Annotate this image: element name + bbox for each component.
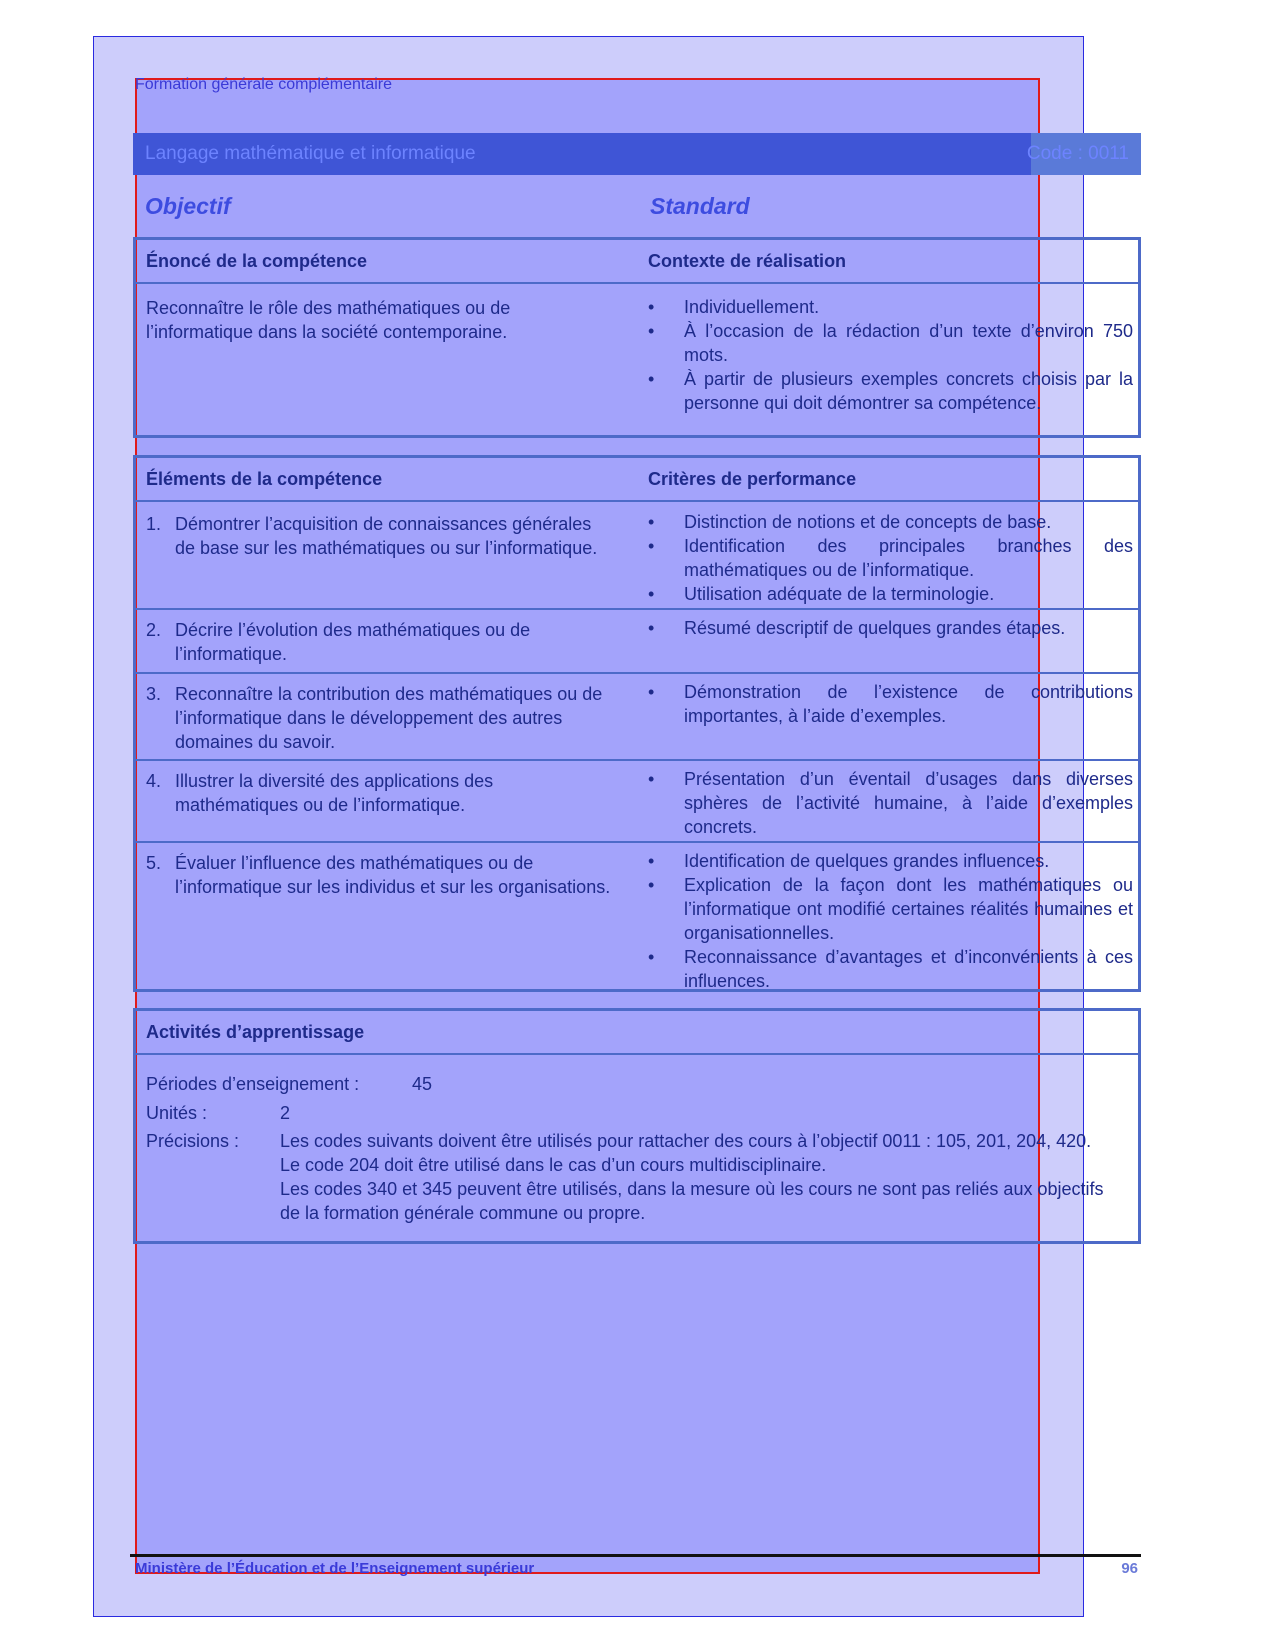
element-text xyxy=(146,682,616,754)
criteres-heading: Critères de performance xyxy=(648,469,857,489)
list-item xyxy=(648,767,1133,839)
criteria-item: Reconnaissance d’avantages et d’inconvénients à ces influences. xyxy=(684,947,1133,991)
standard-label: Standard xyxy=(650,193,750,219)
element-row-5 xyxy=(136,843,1138,995)
contexte-item: Individuellement. xyxy=(684,297,820,317)
competence-row xyxy=(136,284,1138,434)
bullet-icon: • xyxy=(648,618,655,638)
contexte-item: À partir de plusieurs exemples concrets choisis par la personne qui doit démontrer sa compétence. xyxy=(684,369,1133,413)
element-row-1 xyxy=(136,502,1138,610)
element-row-4 xyxy=(136,761,1138,843)
running-head: Formation générale complémentaire xyxy=(135,76,393,93)
bullet-icon: • xyxy=(648,851,655,871)
element-text xyxy=(146,769,616,817)
course-code: Code : 0011 xyxy=(1026,143,1129,164)
competence-header xyxy=(136,240,1138,284)
course-title: Langage mathématique et informatique xyxy=(145,143,476,164)
criteria-item: Résumé descriptif de quelques grandes étapes. xyxy=(684,618,1066,638)
precision-item: Les codes 340 et 345 peuvent être utilisés, dans la mesure où les cours ne sont pas reliés aux objectifs de la formation générale commune ou propre. xyxy=(280,1179,1104,1223)
criteria-item: Identification de quelques grandes influences. xyxy=(684,851,1050,871)
bullet-icon: • xyxy=(648,682,655,702)
criteria-list xyxy=(648,510,1133,606)
element-number: 5. xyxy=(146,853,162,873)
element-number: 1. xyxy=(146,514,162,534)
list-item xyxy=(648,295,1133,319)
contexte-heading: Contexte de réalisation xyxy=(648,251,847,271)
elements-box xyxy=(133,455,1141,992)
list-item xyxy=(648,849,1133,873)
list-item xyxy=(648,367,1133,415)
periodes-value: 45 xyxy=(412,1074,433,1094)
page-number: 96 xyxy=(1121,1560,1138,1577)
element-number: 4. xyxy=(146,771,162,791)
element-description: Illustrer la diversité des applications des mathématiques ou de l’informatique. xyxy=(175,771,494,815)
element-text xyxy=(146,851,616,899)
element-text xyxy=(146,512,616,560)
element-number: 2. xyxy=(146,620,162,640)
unites-label: Unités : xyxy=(146,1103,208,1123)
competence-box xyxy=(133,237,1141,438)
activites-header xyxy=(136,1011,1138,1055)
bullet-icon: • xyxy=(648,369,655,389)
list-item xyxy=(648,873,1133,945)
element-text xyxy=(146,618,616,666)
title-bar xyxy=(133,133,1141,175)
bullet-icon: • xyxy=(648,512,655,532)
list-item xyxy=(648,582,1133,606)
contexte-item: À l’occasion de la rédaction d’un texte d’environ 750 mots. xyxy=(684,321,1133,365)
criteria-list xyxy=(648,680,1133,728)
element-row-2 xyxy=(136,610,1138,674)
enonce-heading: Énoncé de la compétence xyxy=(146,251,368,271)
contexte-list xyxy=(648,295,1133,415)
bullet-icon: • xyxy=(648,769,655,789)
criteria-item: Explication de la façon dont les mathématiques ou l’informatique ont modifié certaines réalités humaines et organisationnelles. xyxy=(684,875,1133,943)
enonce-text xyxy=(146,296,616,344)
footer-ministry: Ministère de l’Éducation et de l’Enseignement supérieur xyxy=(135,1560,535,1577)
element-number: 3. xyxy=(146,684,162,704)
list-item xyxy=(648,616,1133,640)
objectif-label: Objectif xyxy=(145,193,231,219)
criteria-item: Présentation d’un éventail d’usages dans diverses sphères de l’activité humaine, à l’aide d’exemples concrets. xyxy=(684,769,1133,837)
activites-box xyxy=(133,1008,1141,1244)
elements-heading: Éléments de la compétence xyxy=(146,469,383,489)
criteria-item: Utilisation adéquate de la terminologie. xyxy=(684,584,995,604)
bullet-icon: • xyxy=(648,321,655,341)
element-row-3 xyxy=(136,674,1138,761)
list-item xyxy=(648,945,1133,993)
list-item xyxy=(648,510,1133,534)
criteria-item: Distinction de notions et de concepts de base. xyxy=(684,512,1052,532)
element-description: Évaluer l’influence des mathématiques ou de l’informatique sur les individus et sur les organisations. xyxy=(175,853,611,897)
element-description: Reconnaître la contribution des mathématiques ou de l’informatique dans le développement des autres domaines du savoir. xyxy=(175,684,603,752)
periodes-label: Périodes d’enseignement : xyxy=(146,1074,360,1094)
bullet-icon: • xyxy=(648,947,655,967)
bullet-icon: • xyxy=(648,536,655,556)
precision-item: Les codes suivants doivent être utilisés pour rattacher des cours à l’objectif 0011 : 105, 201, 204, 420. xyxy=(280,1131,1092,1151)
list-item xyxy=(648,534,1133,582)
criteria-list xyxy=(648,616,1133,640)
bullet-icon: • xyxy=(648,875,655,895)
criteria-list xyxy=(648,849,1133,993)
activites-heading: Activités d’apprentissage xyxy=(146,1022,365,1042)
element-description: Décrire l’évolution des mathématiques ou de l’informatique. xyxy=(175,620,531,664)
precisions-list xyxy=(280,1129,1125,1225)
footer-rule xyxy=(130,1554,1141,1557)
criteria-item: Démonstration de l’existence de contributions importantes, à l’aide d’exemples. xyxy=(684,682,1133,726)
list-item xyxy=(648,319,1133,367)
criteria-item: Identification des principales branches des mathématiques ou de l’informatique. xyxy=(684,536,1133,580)
bullet-icon: • xyxy=(648,297,655,317)
precisions-label: Précisions : xyxy=(146,1131,240,1151)
bullet-icon: • xyxy=(648,584,655,604)
element-description: Démontrer l’acquisition de connaissances générales de base sur les mathématiques ou sur l’informatique. xyxy=(175,514,598,558)
criteria-list xyxy=(648,767,1133,839)
unites-value: 2 xyxy=(280,1103,291,1123)
list-item xyxy=(648,680,1133,728)
elements-header xyxy=(136,458,1138,502)
precision-item: Le code 204 doit être utilisé dans le cas d’un cours multidisciplinaire. xyxy=(280,1155,827,1175)
enonce-value: Reconnaître le rôle des mathématiques ou de l’informatique dans la société contemporaine. xyxy=(146,298,511,342)
